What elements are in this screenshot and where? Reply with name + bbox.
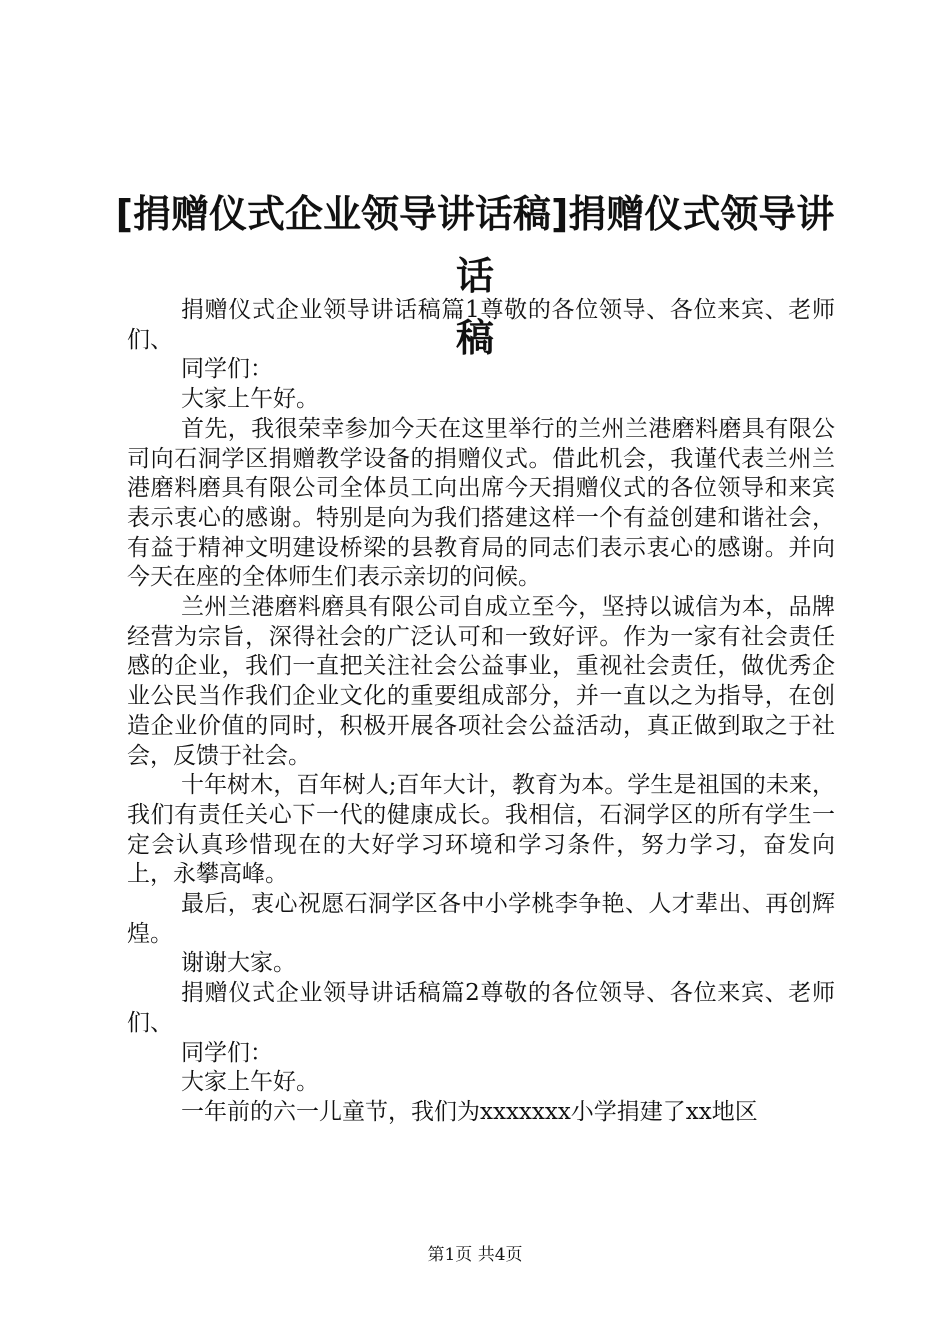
paragraph-second-speech-start: 一年前的六一儿童节，我们为xxxxxxx小学捐建了xx地区 [181, 1098, 758, 1125]
paragraph-thanks: 谢谢大家。 [181, 950, 296, 977]
paragraph-salutation-3: 捐赠仪式企业领导讲话稿篇2尊敬的各位领导、各位来宾、老师们、 [127, 980, 835, 1036]
page-number: 第1页 共4页 [427, 1245, 523, 1265]
paragraph-closing: 最后，衷心祝愿石洞学区各中小学桃李争艳、人才辈出、再创辉煌。 [127, 891, 835, 947]
paragraph-salutation-4: 同学们： [181, 1039, 273, 1066]
paragraph-greeting-1: 大家上午好。 [181, 386, 319, 413]
paragraph-salutation-2: 同学们： [181, 356, 273, 383]
title-line-2: 稿 [455, 316, 494, 360]
paragraph-salutation-1: 捐赠仪式企业领导讲话稿篇1尊敬的各位领导、各位来宾、老师们、 [127, 297, 835, 353]
page-footer [0, 1244, 950, 1266]
paragraph-company: 兰州兰港磨料磨具有限公司自成立至今，坚持以诚信为本，品牌经营为宗旨，深得社会的广泛认可和一致好评。作为一家有社会责任感的企业，我们一直把关注社会公益事业，重视社会责任，做优秀企业公民当作我们企业文化的重要组成部分，并一直以之为指导，在创造企业价值的同时，积极开展各项社会公益活动，真正做到取之于社会，反馈于社会。 [127, 594, 835, 769]
paragraph-education: 十年树木，百年树人;百年大计，教育为本。学生是祖国的未来，我们有责任关心下一代的健康成长。我相信，石洞学区的所有学生一定会认真珍惜现在的大好学习环境和学习条件，努力学习，奋发向上，永攀高峰。 [127, 772, 835, 888]
title-line-1: [捐赠仪式企业领导讲话稿]捐赠仪式领导讲话 [115, 192, 835, 298]
paragraph-opening: 首先，我很荣幸参加今天在这里举行的兰州兰港磨料磨具有限公司向石洞学区捐赠教学设备的捐赠仪式。借此机会，我谨代表兰州兰港磨料磨具有限公司全体员工向出席今天捐赠仪式的各位领导和来宾表示衷心的感谢。特别是向为我们搭建这样一个有益创建和谐社会，有益于精神文明建设桥梁的县教育局的同志们表示衷心的感谢。并向今天在座的全体师生们表示亲切的问候。 [127, 415, 835, 591]
paragraph-greeting-2: 大家上午好。 [181, 1069, 319, 1096]
document-body [127, 296, 835, 1128]
